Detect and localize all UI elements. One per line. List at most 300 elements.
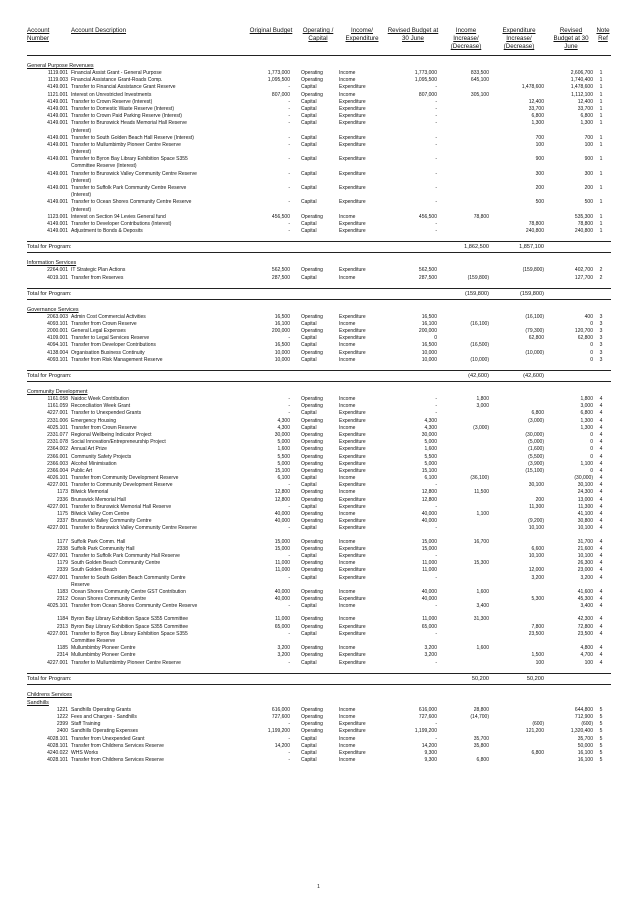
account-number-cell: 1119.003 [47,77,68,84]
operating-capital-cell: Operating [301,77,323,84]
section-heading: Community Development [27,389,88,395]
revised-budget-june-cell: 4,700 [580,652,593,659]
account-description-cell: South Golden Beach [71,567,118,574]
income-expenditure-cell: Income [339,511,356,517]
note-ref-cell: 4 [599,525,603,532]
account-description-cell: Alcohol Minimisation [71,460,117,467]
account-description-cell: IT Strategic Plan Actions [71,267,126,274]
account-number-cell: 4227.001 [47,482,68,489]
revised-budget-cell: 1,773,000 [414,70,437,76]
account-number-cell: 4149.001 [47,141,68,148]
expenditure-increase-cell: (1,600) [528,446,544,453]
original-budget-cell: 16,500 [274,342,290,349]
account-number-cell: 2000.001 [47,328,68,335]
revised-budget-june-cell: 16,100 [577,757,593,764]
note-ref-cell: 4 [599,431,603,438]
account-description-cell: Public Art [71,467,93,474]
revised-budget-june-cell: 10,100 [577,525,593,532]
account-number-cell: 1183 [57,588,68,595]
account-number-cell: 4227.001 [47,659,68,666]
note-ref-cell: 1 [599,105,603,112]
total-expenditure-change: 50,200 [526,675,544,682]
revised-budget-june-cell: 0 [590,342,593,349]
operating-capital-cell: Capital [301,134,317,141]
account-description-cell: Annual Art Prize [71,446,107,453]
revised-budget-cell: 5,500 [424,453,437,460]
original-budget-cell: 16,100 [274,320,290,327]
revised-budget-june-cell: 26,300 [577,560,593,567]
operating-capital-cell: Operating [301,91,323,98]
operating-capital-cell: Operating [301,496,323,503]
table-row [27,638,611,645]
note-ref-cell: 2 [599,274,603,281]
revised-budget-june-cell: 12,400 [577,98,593,105]
note-ref-cell: 4 [599,410,603,417]
revised-budget-cell: - [435,603,437,610]
income-increase-cell: (16,500) [470,342,489,349]
header-income-expenditure: Income/ Expenditure [345,27,379,42]
income-expenditure-cell: Income [339,742,356,749]
operating-capital-cell: Operating [301,713,323,720]
revised-budget-cell: - [435,552,437,559]
original-budget-cell: 1,773,000 [267,70,290,76]
table-row [27,750,611,757]
table-row [27,84,611,91]
original-budget-cell: - [288,721,290,728]
account-description-cell: Mullumbimby Pioneer Centre [71,652,136,659]
original-budget-cell: - [288,228,290,235]
revised-budget-june-cell: 0 [590,431,593,438]
account-description-cell: (Interest) [71,177,92,184]
section-heading: Governance Services [27,306,79,313]
note-ref-cell: 4 [599,567,603,574]
expenditure-increase-cell: 6,800 [531,749,544,756]
total-label: Total for Program: [27,290,72,297]
revised-budget-cell: 200,000 [418,328,437,335]
revised-budget-cell: - [435,220,437,227]
revised-budget-cell: 3,200 [424,645,437,652]
revised-budget-cell: 16,100 [421,320,437,327]
revised-budget-cell: - [435,228,437,235]
revised-budget-june-cell: 1,300 [580,424,593,431]
table-row [27,207,611,214]
operating-capital-cell: Capital [301,574,317,581]
original-budget-cell: 3,200 [277,645,290,652]
operating-capital-cell: Operating [301,652,323,659]
account-description-cell: Transfer to Brunswick Valley Community Centre Reserve [71,525,197,532]
income-expenditure-cell: Expenditure [339,141,366,148]
income-expenditure-cell: Expenditure [339,596,366,603]
income-increase-cell: 833,500 [470,70,489,76]
revised-budget-june-cell: 100 [584,659,593,666]
note-ref-cell: 1 [599,141,603,148]
revised-budget-june-cell: 1,112,100 [571,91,593,98]
income-increase-cell: 15,300 [473,560,489,567]
expenditure-increase-cell: (9,200) [528,518,544,525]
note-ref-cell: 1 [599,70,603,76]
income-expenditure-cell: Income [339,560,356,567]
account-number-cell: 4149.001 [47,84,68,91]
table-row [27,135,611,142]
income-expenditure-cell: Expenditure [339,199,366,206]
total-income-change: 1,862,500 [464,244,489,251]
original-budget-cell: - [288,141,290,148]
note-ref-cell: 1 [599,213,603,220]
operating-capital-cell: Capital [301,659,317,666]
note-ref-cell: 3 [599,342,603,349]
note-ref-cell: 5 [599,713,603,720]
operating-capital-cell: Operating [301,645,323,652]
account-number-cell: 2336 [56,496,68,503]
expenditure-increase-cell: 62,800 [528,335,544,342]
original-budget-cell: - [288,98,290,105]
income-expenditure-cell: Expenditure [339,446,366,453]
income-expenditure-cell: Income [339,320,356,327]
income-expenditure-cell: Income [339,70,356,76]
operating-capital-cell: Operating [301,511,323,517]
account-description-cell: Transfer from Community Development Reserve [71,475,179,482]
account-number-cell: 4138.004 [47,349,68,356]
account-number-cell: 2337 [56,518,68,525]
original-budget-cell: 3,200 [277,652,290,659]
note-ref-cell: 4 [599,588,603,595]
table-row [27,432,611,439]
original-budget-cell: 287,500 [271,274,290,281]
income-expenditure-cell: Income [339,396,356,402]
note-ref-cell: 5 [599,749,603,756]
account-description-cell: Regional Wellbeing Indicator Project [71,431,152,438]
income-increase-cell: 11,500 [474,489,489,496]
account-description-cell: Sandhills Operating Grants [71,706,132,713]
revised-budget-cell: - [435,482,437,489]
note-ref-cell: 3 [599,349,603,356]
account-number-cell: 4149.001 [47,113,68,120]
operating-capital-cell: Capital [301,410,317,417]
account-number-cell: 2366.001 [47,453,68,460]
expenditure-increase-cell: 5,300 [531,596,544,603]
header-account-number: Account Number [27,27,50,42]
account-description-cell: Bilwick Memorial [71,489,109,496]
note-ref-cell: 1 [599,113,603,120]
original-budget-cell: - [288,749,290,756]
operating-capital-cell: Operating [301,545,323,552]
income-expenditure-cell: Expenditure [339,545,366,552]
table-row [27,113,611,120]
revised-budget-cell: 3,200 [424,652,437,659]
income-expenditure-cell: Income [339,91,356,98]
table-row [27,178,611,185]
account-description-cell: Ocean Shores Community Centre GST Contribution [71,588,186,595]
revised-budget-june-cell: 6,800 [580,410,593,417]
table-row [27,403,611,410]
revised-budget-cell: 5,000 [424,460,437,467]
revised-budget-cell: - [435,134,437,141]
expenditure-increase-cell: 12,400 [528,98,544,105]
operating-capital-cell: Capital [301,220,317,227]
account-description-cell: South Golden Beach Community Centre [71,560,161,567]
original-budget-cell: 1,199,200 [267,728,290,735]
expenditure-increase-cell: 100 [535,659,544,666]
account-description-cell: Bilwick Valley Com Centre [71,511,130,517]
income-expenditure-cell: Expenditure [339,113,366,120]
income-expenditure-cell: Expenditure [339,328,366,335]
account-description-cell: (Interest) [71,127,92,134]
table-row [27,275,611,282]
total-expenditure-change: (42,600) [523,373,544,379]
income-expenditure-cell: Income [339,356,356,363]
revised-budget-june-cell: 3,200 [580,574,593,581]
income-increase-cell: (14,700) [470,713,489,720]
income-expenditure-cell: Expenditure [339,721,366,728]
income-increase-cell: 31,300 [473,616,489,623]
operating-capital-cell: Operating [301,403,323,410]
revised-budget-cell: - [435,630,437,637]
revised-budget-cell: 12,800 [421,489,437,496]
income-expenditure-cell: Income [339,706,356,713]
table-row [27,321,611,328]
table-row [27,163,611,170]
income-expenditure-cell: Income [339,274,356,281]
income-increase-cell: (3,000) [473,424,489,431]
table-row [27,575,611,582]
revised-budget-june-cell: 30,100 [577,482,593,489]
account-description-cell: Transfer to Byron Bay Library Exhibition Space S355 [71,630,188,637]
account-number-cell: 4109.001 [47,335,68,342]
original-budget-cell: 616,000 [271,706,290,713]
expenditure-increase-cell: 30,100 [528,482,544,489]
note-ref-cell: 4 [599,659,603,666]
header-revised-budget: Revised Budget at 30 June [387,27,439,42]
note-ref-cell: 4 [599,538,603,545]
account-number-cell: 4227.001 [47,574,68,581]
revised-budget-cell: - [435,120,437,127]
income-expenditure-cell: Income [339,735,356,742]
account-number-cell: 1222 [56,713,68,720]
total-label: Total for Program: [27,244,72,251]
income-expenditure-cell: Income [339,424,356,431]
income-increase-cell: 28,800 [473,706,489,713]
revised-budget-june-cell: 0 [590,356,593,363]
operating-capital-cell: Operating [301,70,323,76]
table-row [27,350,611,357]
operating-capital-cell: Operating [301,349,323,356]
operating-capital-cell: Capital [301,342,317,349]
revised-budget-cell: 15,100 [421,467,437,474]
revised-budget-cell: 65,000 [421,623,437,630]
operating-capital-cell: Capital [301,98,317,105]
table-row [27,539,611,546]
note-ref-cell: 4 [599,460,603,467]
total-expenditure-change: (159,800) [520,290,544,297]
revised-budget-cell: - [435,113,437,120]
table-row [27,156,611,163]
operating-capital-cell: Operating [301,567,323,574]
page-number: 1 [317,884,320,890]
note-ref-cell: 1 [599,134,603,141]
account-description-cell: General Legal Expenses [71,328,126,335]
note-ref-cell: 4 [599,511,603,517]
revised-budget-june-cell: 400 [584,313,593,320]
original-budget-cell: - [288,199,290,206]
note-ref-cell: 4 [599,417,603,424]
operating-capital-cell: Operating [301,328,323,335]
account-number-cell: 4227.001 [47,552,68,559]
revised-budget-cell: 16,500 [421,313,437,320]
income-increase-cell: (16,100) [470,320,489,327]
operating-capital-cell: Operating [301,518,323,525]
income-expenditure-cell: Income [339,603,356,610]
account-description-cell: (Interest) [71,149,92,156]
income-increase-cell: 35,700 [473,735,489,742]
account-number-cell: 4149.001 [47,98,68,105]
operating-capital-cell: Operating [301,396,323,402]
note-ref-cell: 4 [599,503,603,510]
expenditure-increase-cell: 78,800 [528,220,544,227]
operating-capital-cell: Capital [301,113,317,120]
account-number-cell: 4227.001 [47,525,68,532]
note-ref-cell: 4 [599,446,603,453]
account-number-cell: 4149.001 [47,185,68,191]
original-budget-cell: - [288,735,290,742]
note-ref-cell: 4 [599,552,603,559]
table-row [27,342,611,349]
revised-budget-june-cell: 402,700 [574,267,593,274]
expenditure-increase-cell: (10,000) [525,349,544,356]
account-number-cell: 4025.101 [47,603,68,610]
account-description-cell: Transfer to Community Development Reserve [71,482,173,489]
income-expenditure-cell: Expenditure [339,525,366,532]
table-row [27,328,611,335]
account-number-cell: 1173 [57,489,68,496]
income-expenditure-cell: Expenditure [339,335,366,342]
note-ref-cell: 1 [599,77,603,84]
original-budget-cell: 40,000 [274,518,290,525]
table-header [27,24,611,56]
table-row [27,267,611,274]
expenditure-increase-cell: (30,000) [525,431,544,438]
expenditure-increase-cell: 10,100 [528,552,544,559]
section-heading: General Purpose Revenues [27,63,94,69]
income-increase-cell: (36,100) [470,475,489,482]
revised-budget-june-cell: 21,600 [577,545,593,552]
expenditure-increase-cell: 23,500 [528,630,544,637]
expenditure-increase-cell: 1,300 [531,120,544,127]
account-description-cell: Transfer to Brunswick Heads Memorial Hall Reserve [71,120,187,127]
revised-budget-june-cell: 24,300 [577,489,593,496]
income-expenditure-cell: Expenditure [339,503,366,510]
account-description-cell: Interest on Unrestricted Investments [71,91,152,98]
operating-capital-cell: Capital [301,552,317,559]
revised-budget-cell: - [435,403,437,410]
note-ref-cell: 4 [599,396,603,402]
operating-capital-cell: Operating [301,489,323,496]
operating-capital-cell: Operating [301,588,323,595]
account-description-cell: Organisation Business Continuity [71,349,145,356]
note-ref-cell: 5 [599,735,603,742]
table-row [27,567,611,574]
income-expenditure-cell: Income [339,475,356,482]
account-description-cell: Community Safety Projects [71,453,132,460]
revised-budget-cell: - [435,396,437,402]
account-description-cell: Transfer to Unexpended Grants [71,410,142,417]
account-number-cell: 2366.003 [47,460,68,467]
program-total-row [27,370,611,382]
table-row [27,418,611,425]
note-ref-cell: 1 [599,98,603,105]
table-row [27,410,611,417]
operating-capital-cell: Operating [301,213,323,220]
account-number-cell: 2364.002 [47,446,68,453]
income-expenditure-cell: Expenditure [339,185,366,191]
account-description-cell: Mullumbimby Pioneer Centre [71,645,136,652]
header-original-budget: Original Budget [249,27,293,34]
account-description-cell: Naidoc Week Contribution [71,396,129,402]
revised-budget-june-cell: 1,300 [580,417,593,424]
note-ref-cell: 1 [599,91,603,98]
expenditure-increase-cell: 11,300 [529,503,544,510]
revised-budget-june-cell: 41,100 [577,511,593,517]
table-row [27,192,611,199]
table-row [27,357,611,364]
revised-budget-june-cell: (30,000) [574,475,593,482]
account-number-cell: 2331.006 [47,417,68,424]
operating-capital-cell: Capital [301,735,317,742]
operating-capital-cell: Capital [301,156,317,163]
revised-budget-cell: 10,000 [421,356,437,363]
note-ref-cell: 4 [599,630,603,637]
note-ref-cell: 4 [599,645,603,652]
note-ref-cell: 3 [599,335,603,342]
account-description-cell: Admin Cost Commercial Activities [71,313,146,320]
income-expenditure-cell: Expenditure [339,728,366,735]
note-ref-cell: 1 [599,170,603,177]
revised-budget-june-cell: 300 [584,170,593,177]
account-description-cell: Transfer to Legal Services Reserve [71,335,150,342]
original-budget-cell: 562,500 [271,267,290,274]
note-ref-cell: 4 [599,596,603,603]
account-number-cell: 4093.101 [47,356,68,363]
account-number-cell: 4149.001 [47,134,68,141]
original-budget-cell: 40,000 [274,588,290,595]
revised-budget-cell: - [435,185,437,191]
revised-budget-cell: 15,000 [421,538,437,545]
account-number-cell: 4149.001 [47,228,68,235]
note-ref-cell: 4 [599,475,603,482]
income-increase-cell: (159,800) [467,274,489,281]
table-row [27,461,611,468]
revised-budget-june-cell: 2,606,700 [570,70,593,76]
operating-capital-cell: Capital [301,228,317,235]
total-label: Total for Program: [27,675,72,682]
original-budget-cell: 65,000 [274,623,290,630]
original-budget-cell: - [288,757,290,764]
revised-budget-june-cell: 1,100 [580,460,593,467]
note-ref-cell: 4 [599,560,603,567]
original-budget-cell: 12,800 [274,496,290,503]
expenditure-increase-cell: 3,200 [531,574,544,581]
expenditure-increase-cell: 200 [535,185,544,191]
original-budget-cell: 12,800 [274,489,290,496]
revised-budget-cell: 11,000 [422,567,437,574]
note-ref-cell: 4 [599,489,603,496]
revised-budget-cell: 1,199,200 [414,728,437,735]
header-expenditure-increase: Expenditure Increase/ (Decrease) [502,27,536,50]
income-expenditure-cell: Income [339,213,356,220]
account-description-cell: Brunswick Memorial Hall [71,496,126,503]
account-description-cell: Fees and Charges - Sandhills [71,713,137,720]
revised-budget-june-cell: 33,700 [577,105,593,112]
income-expenditure-cell: Expenditure [339,410,366,417]
